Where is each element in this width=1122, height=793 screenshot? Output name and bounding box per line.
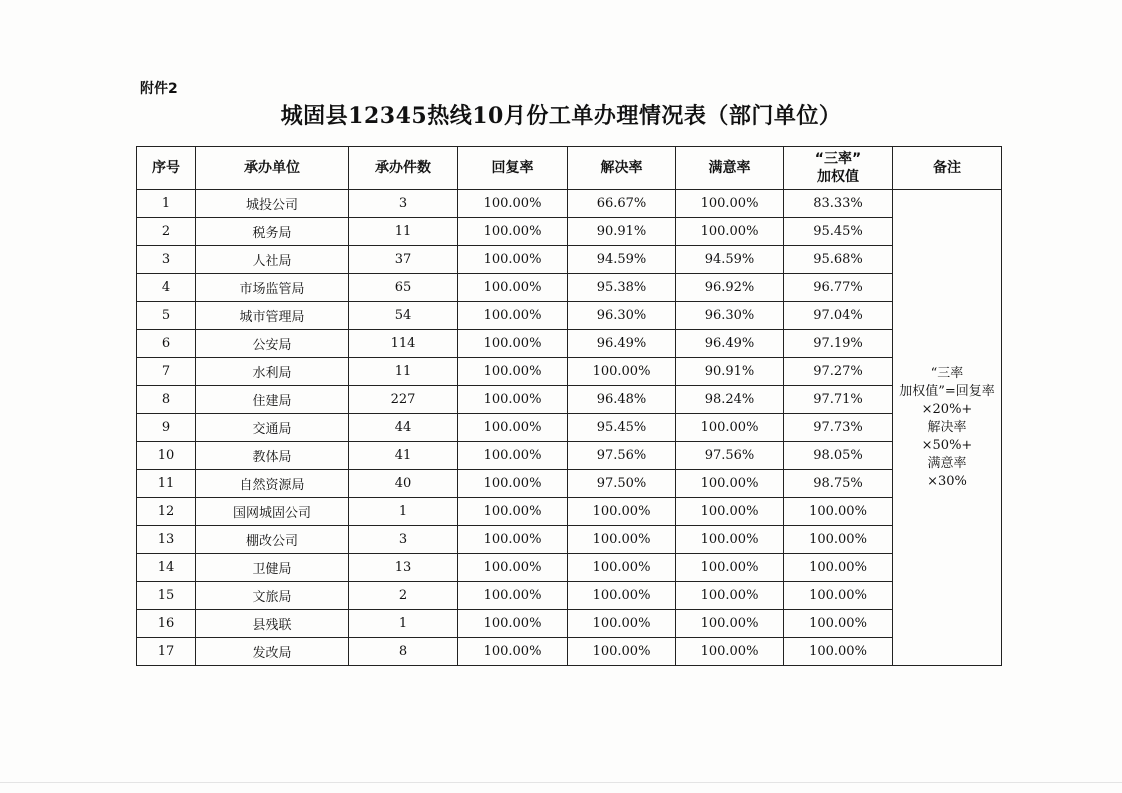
- cell-index: 17: [137, 638, 196, 666]
- cell-satisfaction-rate: 100.00%: [676, 190, 784, 218]
- cell-satisfaction-rate: 96.92%: [676, 274, 784, 302]
- cell-resolve-rate: 95.38%: [568, 274, 676, 302]
- cell-case-count: 1: [349, 610, 458, 638]
- table-row: [137, 190, 1002, 218]
- cell-satisfaction-rate: 100.00%: [676, 498, 784, 526]
- cell-case-count: 13: [349, 554, 458, 582]
- cell-weighted-value: 95.45%: [784, 218, 893, 246]
- cell-satisfaction-rate: 100.00%: [676, 610, 784, 638]
- document-title: 城固县12345热线10月份工单办理情况表（部门单位）: [280, 103, 842, 129]
- cell-satisfaction-rate: 100.00%: [676, 554, 784, 582]
- cell-case-count: 54: [349, 302, 458, 330]
- cell-case-count: 1: [349, 498, 458, 526]
- cell-case-count: 41: [349, 442, 458, 470]
- cell-weighted-value: 95.68%: [784, 246, 893, 274]
- cell-satisfaction-rate: 96.30%: [676, 302, 784, 330]
- cell-index: 13: [137, 526, 196, 554]
- table-row: [137, 638, 1002, 666]
- cell-case-count: 114: [349, 330, 458, 358]
- cell-weighted-value: 97.27%: [784, 358, 893, 386]
- cell-resolve-rate: 100.00%: [568, 554, 676, 582]
- cell-reply-rate: 100.00%: [458, 358, 568, 386]
- table-row: [137, 302, 1002, 330]
- cell-index: 6: [137, 330, 196, 358]
- cell-resolve-rate: 95.45%: [568, 414, 676, 442]
- cell-case-count: 11: [349, 358, 458, 386]
- scan-edge-line: [0, 782, 1122, 783]
- cell-reply-rate: 100.00%: [458, 526, 568, 554]
- cell-remark: [893, 190, 1002, 666]
- cell-case-count: 3: [349, 190, 458, 218]
- cell-resolve-rate: 97.56%: [568, 442, 676, 470]
- table-row: [137, 330, 1002, 358]
- header-remark: 备注: [893, 147, 1002, 190]
- cell-weighted-value: 83.33%: [784, 190, 893, 218]
- cell-index: 8: [137, 386, 196, 414]
- cell-weighted-value: 97.04%: [784, 302, 893, 330]
- cell-reply-rate: 100.00%: [458, 302, 568, 330]
- cell-reply-rate: 100.00%: [458, 470, 568, 498]
- table-row: [137, 274, 1002, 302]
- remark-text: “三率 加权值”=回复率 ×20%+ 解决率 ×50%+ 满意率 ×30%: [899, 365, 995, 489]
- cell-weighted-value: 98.75%: [784, 470, 893, 498]
- table-row: [137, 610, 1002, 638]
- cell-satisfaction-rate: 100.00%: [676, 582, 784, 610]
- cell-index: 9: [137, 414, 196, 442]
- cell-unit: 棚改公司: [196, 526, 349, 554]
- cell-index: 11: [137, 470, 196, 498]
- table-row: [137, 386, 1002, 414]
- cell-satisfaction-rate: 98.24%: [676, 386, 784, 414]
- cell-weighted-value: 96.77%: [784, 274, 893, 302]
- work-order-table: [136, 146, 1002, 666]
- table-row: [137, 246, 1002, 274]
- cell-unit: 文旅局: [196, 582, 349, 610]
- cell-unit: 卫健局: [196, 554, 349, 582]
- cell-satisfaction-rate: 100.00%: [676, 526, 784, 554]
- header-reply-rate: 回复率: [458, 147, 568, 190]
- cell-resolve-rate: 90.91%: [568, 218, 676, 246]
- cell-unit: 县残联: [196, 610, 349, 638]
- table-row: [137, 470, 1002, 498]
- header-weighted-value-text: “三率” 加权值: [814, 151, 862, 185]
- cell-unit: 城市管理局: [196, 302, 349, 330]
- cell-reply-rate: 100.00%: [458, 218, 568, 246]
- cell-satisfaction-rate: 90.91%: [676, 358, 784, 386]
- cell-resolve-rate: 100.00%: [568, 498, 676, 526]
- cell-resolve-rate: 94.59%: [568, 246, 676, 274]
- cell-case-count: 65: [349, 274, 458, 302]
- cell-resolve-rate: 100.00%: [568, 526, 676, 554]
- cell-weighted-value: 97.73%: [784, 414, 893, 442]
- cell-index: 14: [137, 554, 196, 582]
- cell-satisfaction-rate: 97.56%: [676, 442, 784, 470]
- cell-resolve-rate: 66.67%: [568, 190, 676, 218]
- table-row: [137, 582, 1002, 610]
- cell-case-count: 40: [349, 470, 458, 498]
- cell-case-count: 227: [349, 386, 458, 414]
- cell-index: 2: [137, 218, 196, 246]
- cell-weighted-value: 100.00%: [784, 610, 893, 638]
- cell-weighted-value: 98.05%: [784, 442, 893, 470]
- cell-reply-rate: 100.00%: [458, 610, 568, 638]
- attachment-label: 附件2: [140, 81, 178, 97]
- cell-unit: 税务局: [196, 218, 349, 246]
- cell-satisfaction-rate: 96.49%: [676, 330, 784, 358]
- table-row: [137, 358, 1002, 386]
- cell-unit: 教体局: [196, 442, 349, 470]
- cell-weighted-value: 100.00%: [784, 526, 893, 554]
- cell-unit: 人社局: [196, 246, 349, 274]
- cell-index: 3: [137, 246, 196, 274]
- header-satisfaction-rate: 满意率: [676, 147, 784, 190]
- cell-case-count: 8: [349, 638, 458, 666]
- header-weighted-value: [784, 147, 893, 190]
- header-unit: 承办单位: [196, 147, 349, 190]
- cell-reply-rate: 100.00%: [458, 246, 568, 274]
- cell-weighted-value: 97.71%: [784, 386, 893, 414]
- cell-index: 10: [137, 442, 196, 470]
- cell-satisfaction-rate: 100.00%: [676, 470, 784, 498]
- header-resolve-rate: 解决率: [568, 147, 676, 190]
- cell-unit: 住建局: [196, 386, 349, 414]
- cell-unit: 水利局: [196, 358, 349, 386]
- cell-case-count: 37: [349, 246, 458, 274]
- cell-weighted-value: 100.00%: [784, 554, 893, 582]
- cell-reply-rate: 100.00%: [458, 386, 568, 414]
- cell-resolve-rate: 100.00%: [568, 582, 676, 610]
- cell-satisfaction-rate: 100.00%: [676, 414, 784, 442]
- cell-resolve-rate: 96.30%: [568, 302, 676, 330]
- cell-reply-rate: 100.00%: [458, 554, 568, 582]
- cell-index: 15: [137, 582, 196, 610]
- cell-reply-rate: 100.00%: [458, 442, 568, 470]
- cell-unit: 公安局: [196, 330, 349, 358]
- cell-index: 7: [137, 358, 196, 386]
- cell-unit: 发改局: [196, 638, 349, 666]
- cell-index: 4: [137, 274, 196, 302]
- cell-satisfaction-rate: 94.59%: [676, 246, 784, 274]
- cell-resolve-rate: 96.48%: [568, 386, 676, 414]
- cell-reply-rate: 100.00%: [458, 190, 568, 218]
- table-row: [137, 414, 1002, 442]
- cell-weighted-value: 100.00%: [784, 498, 893, 526]
- header-case-count: 承办件数: [349, 147, 458, 190]
- cell-resolve-rate: 97.50%: [568, 470, 676, 498]
- cell-weighted-value: 97.19%: [784, 330, 893, 358]
- cell-unit: 市场监管局: [196, 274, 349, 302]
- cell-case-count: 3: [349, 526, 458, 554]
- cell-index: 5: [137, 302, 196, 330]
- table-row: [137, 218, 1002, 246]
- header-index: 序号: [137, 147, 196, 190]
- cell-resolve-rate: 100.00%: [568, 358, 676, 386]
- cell-case-count: 2: [349, 582, 458, 610]
- cell-unit: 国网城固公司: [196, 498, 349, 526]
- cell-reply-rate: 100.00%: [458, 582, 568, 610]
- cell-resolve-rate: 96.49%: [568, 330, 676, 358]
- cell-reply-rate: 100.00%: [458, 498, 568, 526]
- cell-weighted-value: 100.00%: [784, 582, 893, 610]
- cell-unit: 自然资源局: [196, 470, 349, 498]
- cell-reply-rate: 100.00%: [458, 330, 568, 358]
- cell-index: 12: [137, 498, 196, 526]
- cell-case-count: 44: [349, 414, 458, 442]
- table-body: [137, 190, 1002, 666]
- cell-resolve-rate: 100.00%: [568, 610, 676, 638]
- cell-case-count: 11: [349, 218, 458, 246]
- cell-index: 16: [137, 610, 196, 638]
- table-row: [137, 526, 1002, 554]
- cell-weighted-value: 100.00%: [784, 638, 893, 666]
- cell-reply-rate: 100.00%: [458, 414, 568, 442]
- header-row: [137, 147, 1002, 190]
- cell-satisfaction-rate: 100.00%: [676, 218, 784, 246]
- cell-index: 1: [137, 190, 196, 218]
- cell-unit: 交通局: [196, 414, 349, 442]
- table-row: [137, 554, 1002, 582]
- cell-reply-rate: 100.00%: [458, 638, 568, 666]
- table-row: [137, 442, 1002, 470]
- cell-satisfaction-rate: 100.00%: [676, 638, 784, 666]
- cell-unit: 城投公司: [196, 190, 349, 218]
- table-row: [137, 498, 1002, 526]
- cell-reply-rate: 100.00%: [458, 274, 568, 302]
- cell-resolve-rate: 100.00%: [568, 638, 676, 666]
